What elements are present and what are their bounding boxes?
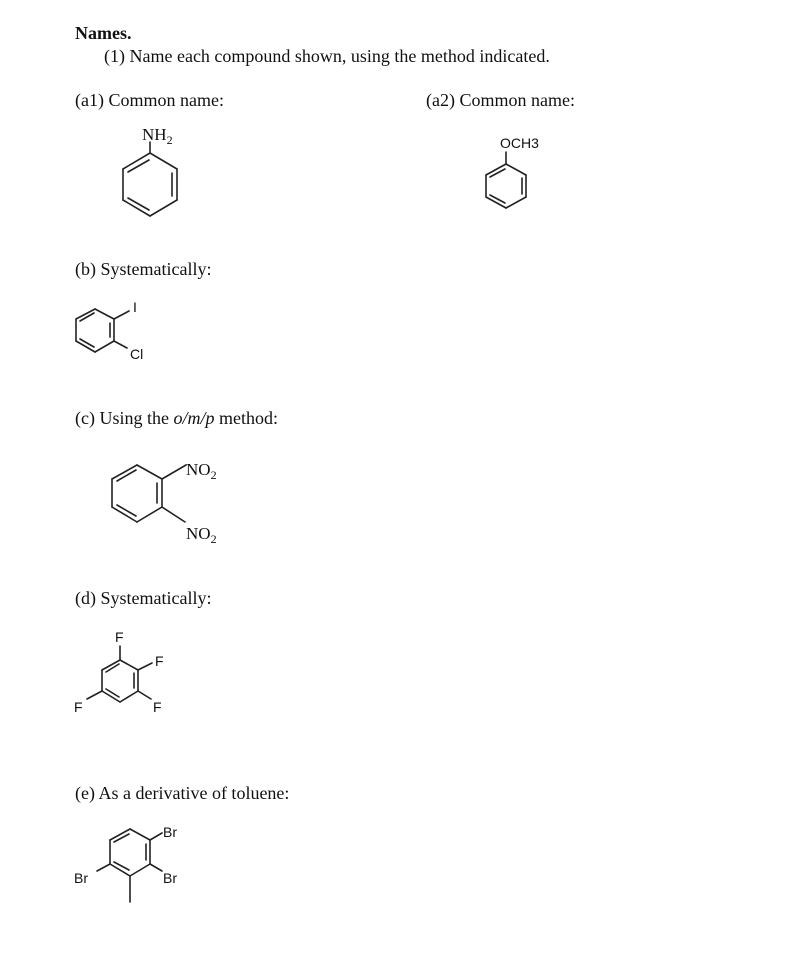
question-e-label: (e) As a derivative of toluene: — [75, 783, 290, 803]
bromo-right-label: Br — [163, 870, 177, 886]
chloro-label: Cl — [130, 346, 144, 362]
nitro-group-top-label: NO — [186, 460, 211, 479]
page-title: Names. — [75, 23, 132, 43]
omp-method-text: o/m/p — [173, 408, 215, 428]
svg-text:NO2: $NO_2$ — [186, 524, 217, 546]
nitro-group-bottom-label: NO — [186, 524, 211, 543]
fluoro-top-label: F — [115, 629, 124, 645]
question-b-label: (b) Systematically: — [75, 259, 212, 279]
fluoro-left-label: F — [74, 699, 83, 715]
chloroiodobenzene-structure — [65, 295, 165, 375]
fluoro-right-label: F — [155, 653, 164, 669]
dinitrobenzene-structure — [100, 450, 250, 550]
aniline-structure — [100, 120, 220, 240]
tetrafluorobenzene-structure — [65, 626, 185, 716]
svg-text:OCH3: OCH3 — [500, 135, 539, 151]
bromo-top-label: Br — [163, 824, 177, 840]
methoxy-group-label: OCH — [500, 135, 532, 151]
instruction-text: (1) Name each compound shown, using the method indicated. — [104, 46, 550, 66]
question-a2-label: (a2) Common name: — [426, 90, 575, 110]
question-a1-label: (a1) Common name: — [75, 90, 224, 110]
question-c-label: (c) Using the o/m/p method: — [75, 408, 278, 428]
anisole-structure — [470, 128, 560, 218]
svg-text:NH2: $NH_2$ — [142, 125, 173, 147]
svg-text:NO2: $NO_2$ — [186, 460, 217, 482]
bromo-left-label: Br — [74, 870, 88, 886]
amino-group-label: NH — [142, 125, 167, 144]
iodo-label: I — [133, 299, 137, 315]
question-d-label: (d) Systematically: — [75, 588, 212, 608]
fluoro-bottom-right-label: F — [153, 699, 162, 715]
tribromotoluene-structure — [65, 818, 205, 918]
